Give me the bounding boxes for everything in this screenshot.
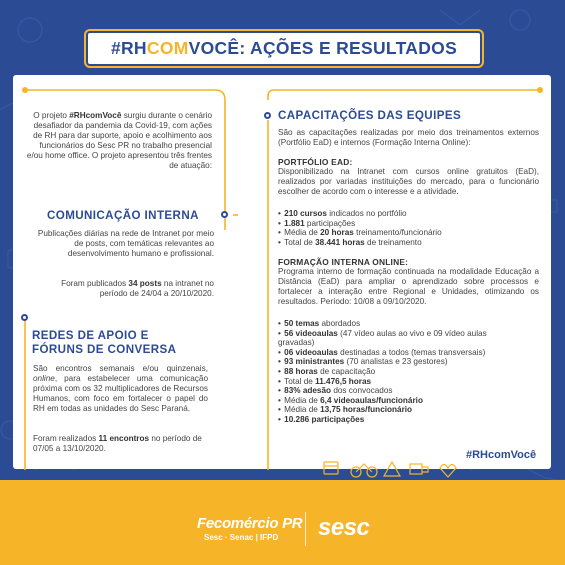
intro-project-name: #RHcomVocê: [69, 111, 122, 120]
bullet-icon: •: [278, 218, 284, 228]
bullet-icon: •: [278, 237, 284, 247]
list-item-text: (70 analistas e 23 gestores): [344, 357, 448, 367]
list-item: [278, 219, 442, 229]
title-highlight: COM: [146, 38, 189, 58]
comunicacao-body: Publicações diárias na rede de Intranet por meio de posts, com temáticas relevantes ao desenvolvimento humano e profissional.: [37, 229, 214, 258]
capacitacoes-title: CAPACITAÇÕES DAS EQUIPES: [278, 109, 462, 122]
bullet-icon: •: [278, 386, 284, 396]
list-item-text: (47 vídeo aulas ao vivo e 09 vídeo aulas: [337, 328, 487, 338]
ead-title: PORTFÓLIO EAD:: [278, 157, 353, 167]
result-text: na intranet no período de 24/04 a 20/10/2020.: [99, 279, 214, 298]
list-item: [278, 209, 442, 219]
list-item-value: 1.881: [284, 218, 305, 228]
redes-title-line2: FÓRUNS DE CONVERSA: [32, 343, 177, 356]
result-value: 11 encontros: [98, 434, 150, 443]
dot-marker: [22, 87, 28, 93]
redes-emphasis: online: [33, 373, 55, 383]
capacitacoes-intro: São as capacitações realizadas por meio dos treinamentos externos (Portfólio EaD) e internos (Formação Interna Online):: [278, 128, 539, 147]
title-suffix: VOCÊ: AÇÕES E RESULTADOS: [188, 38, 458, 58]
list-item: [278, 357, 487, 367]
list-item-prefix: Média de: [284, 395, 321, 405]
dot-marker: [264, 112, 271, 119]
list-item-prefix: Total de: [284, 237, 316, 247]
list-item-value: 13,75 horas/funcionário: [320, 405, 413, 415]
bullet-icon: •: [278, 228, 284, 238]
list-item-value: 11.476,5 horas: [315, 376, 372, 386]
result-value: 34 posts: [128, 279, 162, 288]
title-prefix: #RH: [110, 38, 147, 58]
comunicacao-result: [36, 279, 214, 299]
list-item-value: 83% adesão: [284, 386, 332, 396]
list-item: [278, 348, 487, 358]
intro-text: [24, 111, 212, 170]
fi-body: Programa interno de formação continuada na modalidade Educação a Distância (EaD) para ampliar o aprendizado sobre processos e fortalecer a interação entre Regional e Unidades, otimizando os resultados. Período: 10/08 a 09/10/2020.: [278, 267, 539, 306]
redes-result: [33, 434, 208, 454]
bullet-icon: •: [278, 395, 284, 405]
fi-list: [278, 319, 487, 425]
fi-title: FORMAÇÃO INTERNA ONLINE:: [278, 257, 409, 267]
result-text: no período de 07/05 a 13/10/2020.: [33, 434, 202, 453]
bullet-icon: •: [278, 366, 284, 376]
activity-icons: [322, 458, 462, 480]
bullet-icon: •: [278, 376, 284, 386]
dot-marker: [221, 211, 228, 218]
list-item-value: 56 videoaulas: [284, 328, 338, 338]
bullet-icon: •: [278, 347, 284, 357]
list-item-value: 10.286 participações: [284, 414, 365, 424]
redes-title-line1: REDES DE APOIO E: [32, 329, 149, 342]
fecomercio-logo-sub: Sesc · Senac | IFPD: [204, 533, 279, 542]
list-item-prefix: Média de: [284, 405, 321, 415]
list-item: [278, 238, 442, 248]
list-item: [278, 329, 487, 339]
bullet-icon: •: [278, 405, 284, 415]
list-item-text: de treinamento: [364, 237, 422, 247]
list-item-prefix: Total de: [284, 376, 316, 386]
sesc-logo: sesc: [318, 514, 370, 541]
list-item: [278, 338, 487, 348]
list-item-value: 38.441 horas: [315, 237, 365, 247]
list-item: [278, 415, 487, 425]
list-item-value: 06 videoaulas: [284, 347, 338, 357]
list-item: [278, 319, 487, 329]
intro-text-part: O projeto: [33, 111, 70, 120]
list-item-value: 20 horas: [320, 228, 354, 238]
list-item-text: indicados no portfólio: [326, 209, 407, 218]
result-text: Foram publicados: [61, 279, 129, 288]
logo-divider: [305, 512, 306, 546]
dot-marker: [21, 314, 28, 321]
result-text: Foram realizados: [33, 434, 99, 443]
bullet-icon: •: [278, 319, 284, 328]
list-item-value: 93 ministrantes: [284, 357, 345, 367]
list-item: [278, 405, 487, 415]
list-item: [278, 386, 487, 396]
list-item-value: 210 cursos: [284, 209, 327, 218]
bullet-icon: •: [278, 209, 284, 218]
list-item-text: abordados: [319, 319, 361, 328]
list-item-text: participações: [304, 218, 356, 228]
redes-text: , para estabelecer uma comunicação próxima com os 32 multiplicadores de Recursos Humanos, com foco em fortalecer o papel do RH em todas as unidades do Sesc Paraná.: [33, 373, 208, 413]
ead-list: [278, 209, 442, 247]
list-item-text: treinamento/funcionário: [353, 228, 442, 238]
list-item-text: dos convocados: [331, 386, 393, 396]
list-item: [278, 396, 487, 406]
intro-text-part: surgiu durante o cenário desafiador da pandemia da Covid-19, com ações de RH para dar suporte, apoio e acolhimento aos funcionários do Sesc PR no trabalho presencial e/ou home office. O projeto apresentou três frentes de atuação:: [26, 111, 212, 170]
bullet-icon: •: [278, 357, 284, 367]
dot-marker: [537, 87, 543, 93]
list-item: [278, 228, 442, 238]
list-item-text: gravadas): [278, 338, 315, 348]
list-item: [278, 377, 487, 387]
comunicacao-title: COMUNICAÇÃO INTERNA: [47, 209, 199, 222]
list-item-value: 88 horas: [284, 366, 318, 376]
list-item-text: destinadas a todos (temas transversais): [337, 347, 486, 357]
page-title: [86, 31, 482, 66]
list-item: [278, 367, 487, 377]
ead-body: Disponibilizado na Intranet com cursos online gratuitos (EaD), realizados por variadas instituições do mercado, para o funcionário escolher de acordo com o interesse e a atividade.: [278, 167, 539, 196]
redes-text: São encontros semanais e/ou quinzenais,: [33, 364, 208, 373]
list-item-prefix: Média de: [284, 228, 321, 238]
list-item-value: 6,4 videoaulas/funcionário: [320, 395, 423, 405]
hashtag: #RHcomVocê: [466, 449, 537, 461]
redes-body: [33, 364, 208, 414]
bullet-icon: •: [278, 414, 284, 424]
list-item-text: de capacitação: [317, 366, 376, 376]
fecomercio-logo: Fecomércio PR: [197, 515, 303, 532]
bullet-icon: •: [278, 328, 284, 338]
list-item-value: 50 temas: [284, 319, 320, 328]
